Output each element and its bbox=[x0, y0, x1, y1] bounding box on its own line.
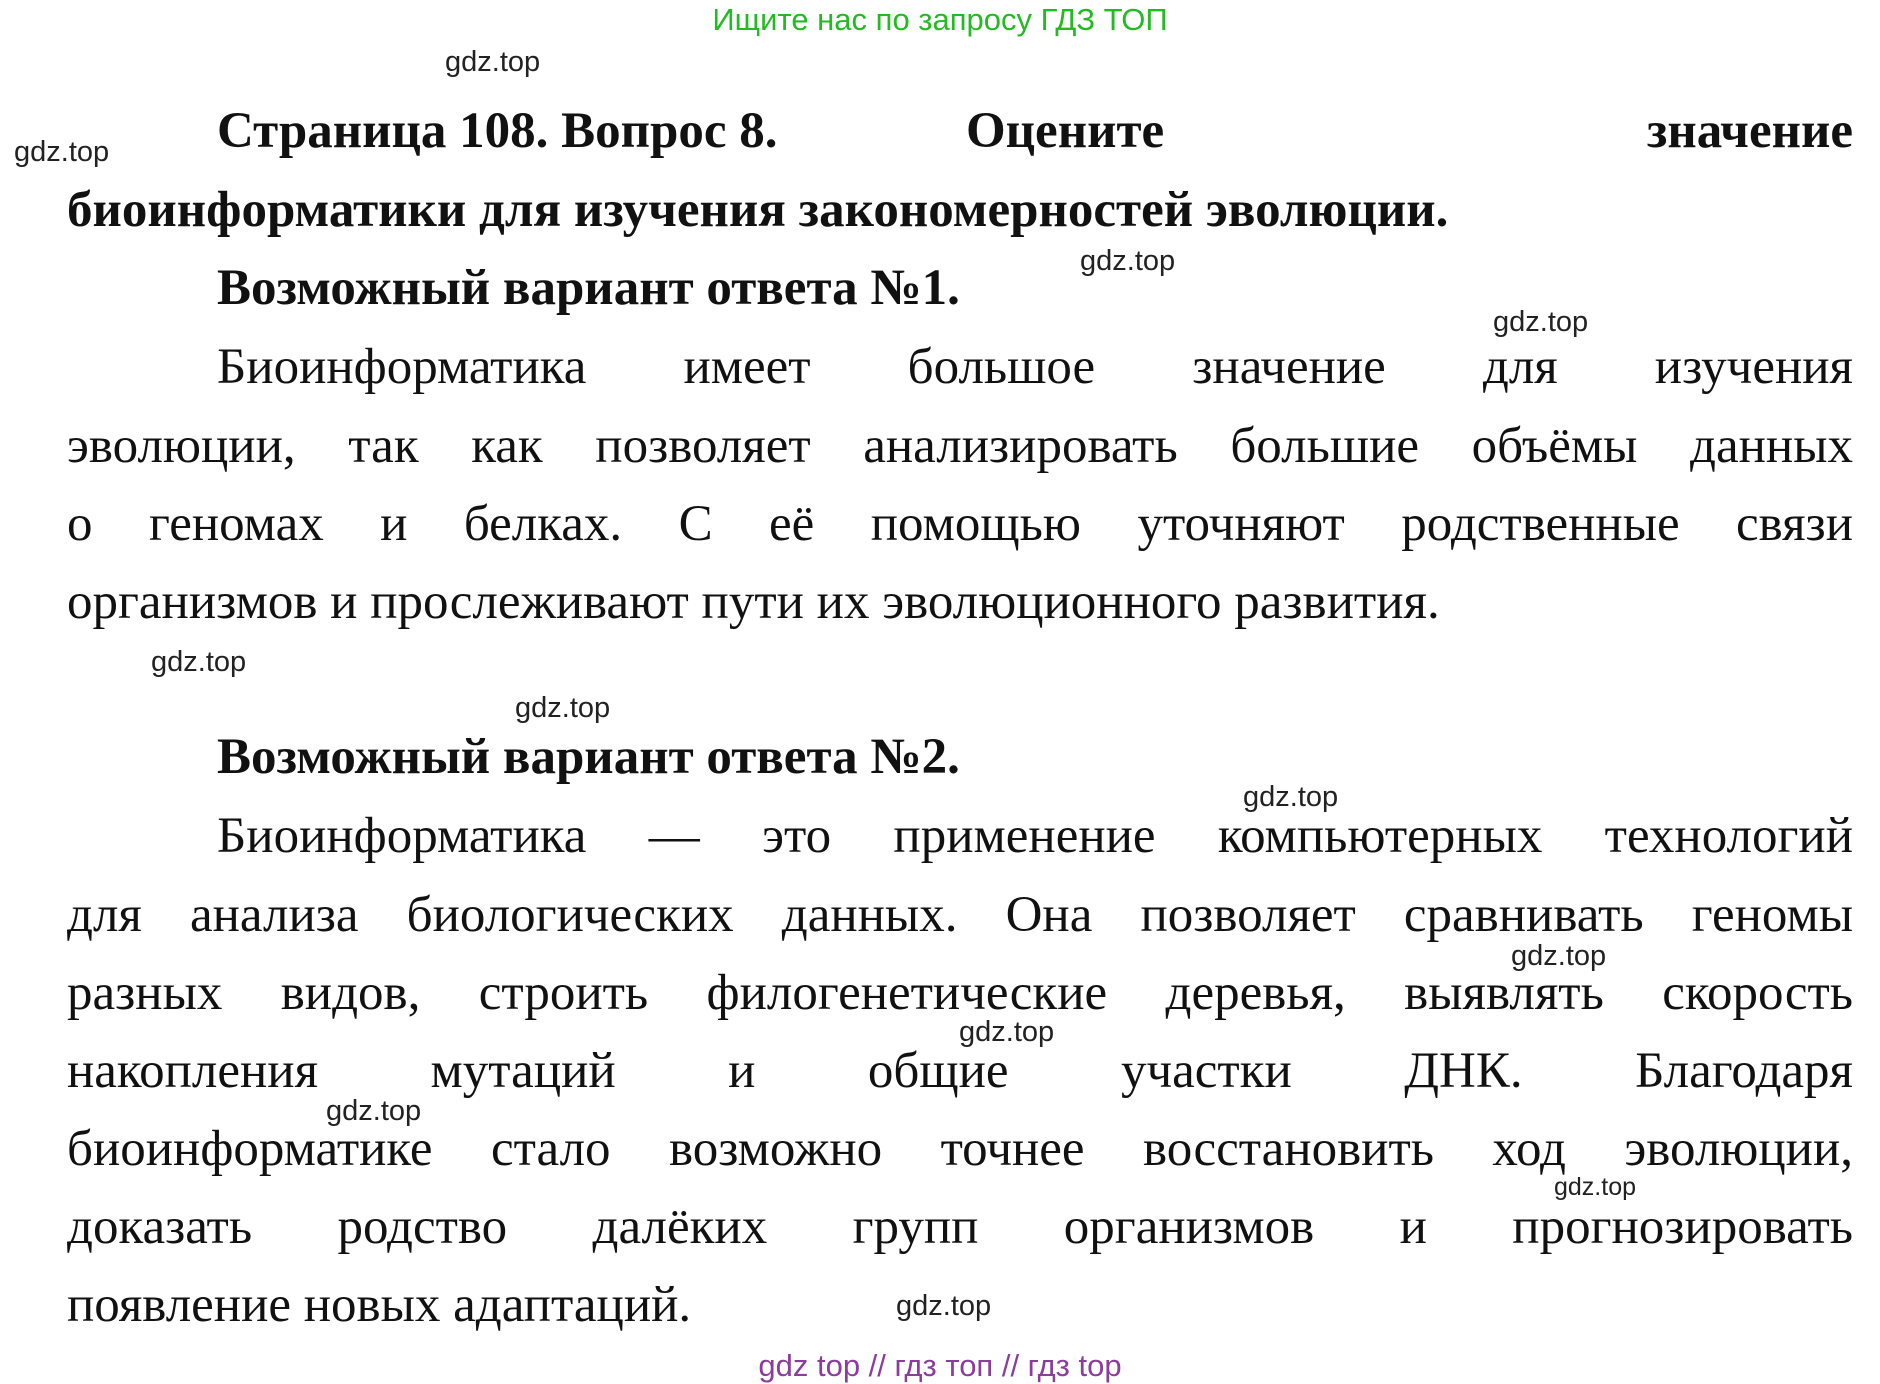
question-word: значение bbox=[1646, 103, 1853, 159]
question-label: Страница 108. Вопрос 8. bbox=[217, 103, 778, 159]
answer2-line: накопления мутаций и общие участки ДНК. Благодаря bbox=[67, 1043, 1853, 1099]
question-word: Оцените bbox=[966, 103, 1165, 159]
answer2-heading: Возможный вариант ответа №2. bbox=[217, 729, 960, 785]
answer1-line: организмов и прослеживают пути их эволюционного развития. bbox=[67, 574, 1440, 630]
question-line-2: биоинформатики для изучения закономерностей эволюции. bbox=[67, 182, 1449, 238]
watermark: gdz.top bbox=[959, 1016, 1055, 1048]
question-line-1 bbox=[217, 101, 1853, 161]
answer2-line: Биоинформатика — это применение компьютерных технологий bbox=[217, 808, 1853, 864]
watermark: gdz.top bbox=[515, 692, 611, 724]
top-banner: Ищите нас по запросу ГДЗ ТОП bbox=[712, 2, 1168, 37]
watermark: gdz.top bbox=[445, 46, 541, 78]
answer2-line: появление новых адаптаций. bbox=[67, 1277, 692, 1333]
answer1-line: о геномах и белках. С её помощью уточняют родственные связи bbox=[67, 496, 1853, 552]
answer2-line: доказать родство далёких групп организмов и прогнозировать bbox=[67, 1199, 1853, 1255]
answer1-heading: Возможный вариант ответа №1. bbox=[217, 260, 960, 316]
bottom-banner: gdz top // гдз топ // гдз top bbox=[758, 1348, 1122, 1383]
answer2-line: биоинформатике стало возможно точнее восстановить ход эволюции, bbox=[67, 1121, 1853, 1177]
watermark: gdz.top bbox=[1511, 940, 1607, 972]
watermark: gdz.top bbox=[896, 1290, 992, 1322]
watermark: gdz.top bbox=[1243, 781, 1339, 813]
watermark: gdz.top bbox=[1554, 1173, 1637, 1201]
watermark: gdz.top bbox=[1493, 306, 1589, 338]
watermark: gdz.top bbox=[326, 1095, 422, 1127]
answer1-line: эволюции, так как позволяет анализировать большие объёмы данных bbox=[67, 418, 1853, 474]
answer2-line: для анализа биологических данных. Она позволяет сравнивать геномы bbox=[67, 887, 1853, 943]
answer1-line: Биоинформатика имеет большое значение для изучения bbox=[217, 339, 1853, 395]
answer2-line: разных видов, строить филогенетические деревья, выявлять скорость bbox=[67, 965, 1853, 1021]
watermark: gdz.top bbox=[151, 646, 247, 678]
watermark: gdz.top bbox=[14, 136, 110, 168]
watermark: gdz.top bbox=[1080, 245, 1176, 277]
